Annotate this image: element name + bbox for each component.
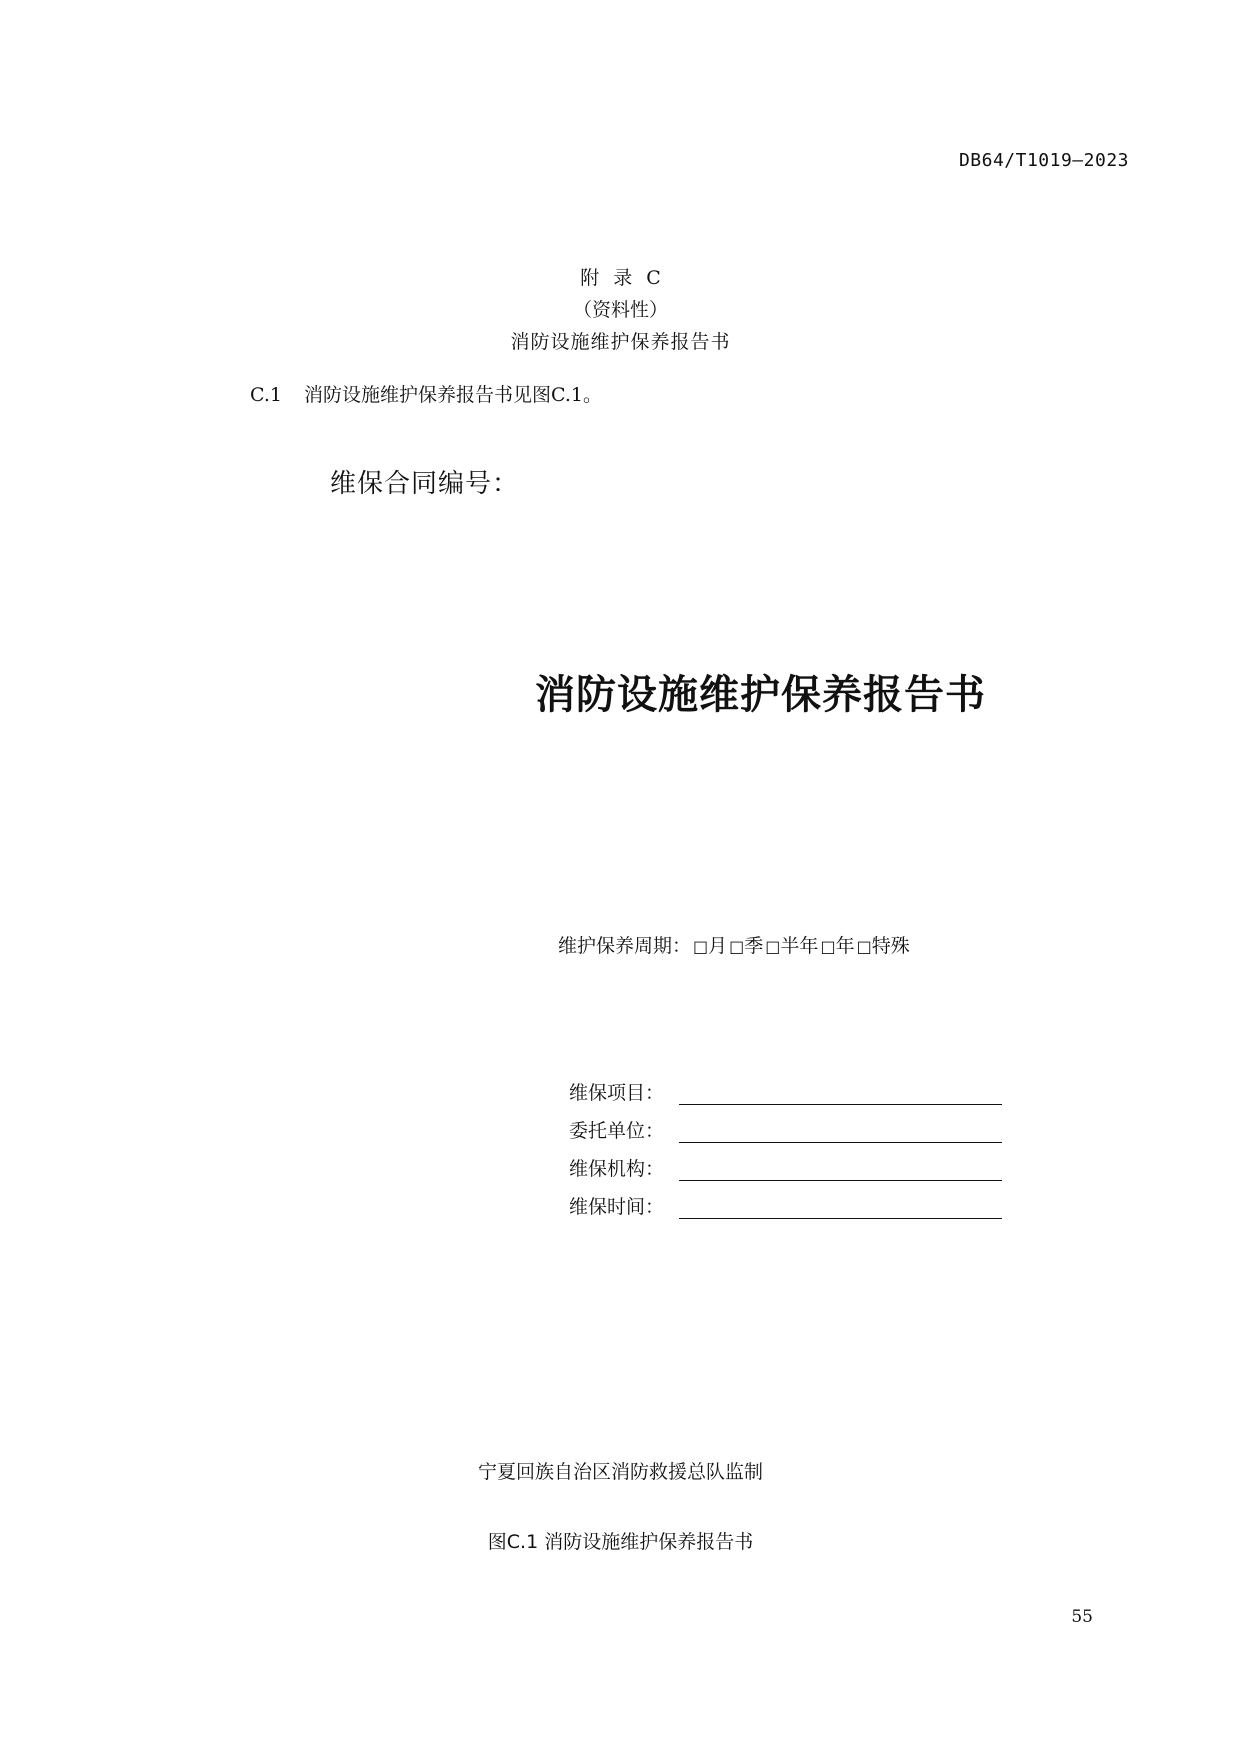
period-option-half-year[interactable]: □半年 xyxy=(765,935,819,957)
field-agency xyxy=(569,1154,1002,1181)
page-number: 55 xyxy=(1071,1607,1093,1627)
field-label: 维保项目： xyxy=(569,1082,665,1104)
issuer: 宁夏回族自治区消防救援总队监制 xyxy=(477,1461,763,1483)
field-project xyxy=(569,1078,1002,1105)
contract-number-label: 维保合同编号： xyxy=(330,469,520,499)
clause-number: C.1 xyxy=(250,384,282,406)
field-time xyxy=(569,1192,1002,1219)
figure-caption: 图C.1 消防设施维护保养报告书 xyxy=(487,1531,754,1553)
checkbox-icon[interactable]: □ xyxy=(765,937,781,956)
checkbox-icon[interactable]: □ xyxy=(856,937,872,956)
checkbox-icon[interactable]: □ xyxy=(693,937,709,956)
period-label: 维护保养周期： xyxy=(558,935,692,957)
field-label: 维保时间： xyxy=(569,1196,665,1218)
standard-code: DB64/T1019—2023 xyxy=(958,150,1129,171)
appendix-type: （资料性） xyxy=(572,299,668,321)
field-input-line[interactable] xyxy=(679,1120,1002,1143)
appendix-name: 消防设施维护保养报告书 xyxy=(510,331,731,353)
checkbox-icon[interactable]: □ xyxy=(820,937,836,956)
field-input-line[interactable] xyxy=(679,1158,1002,1181)
clause-text: 消防设施维护保养报告书见图C.1。 xyxy=(304,384,602,406)
appendix-title: 附录C xyxy=(580,267,675,289)
field-label: 委托单位： xyxy=(569,1120,665,1142)
period-option-month[interactable]: □月 xyxy=(693,935,728,957)
field-label: 维保机构： xyxy=(569,1158,665,1180)
cover-title: 消防设施维护保养报告书 xyxy=(535,671,986,718)
period-option-year[interactable]: □年 xyxy=(820,935,855,957)
field-client xyxy=(569,1116,1002,1143)
period-option-quarter[interactable]: □季 xyxy=(729,935,764,957)
maintenance-period xyxy=(558,931,910,958)
field-input-line[interactable] xyxy=(679,1196,1002,1219)
period-option-special[interactable]: □特殊 xyxy=(856,935,910,957)
clause-c1 xyxy=(250,380,602,407)
field-input-line[interactable] xyxy=(679,1082,1002,1105)
checkbox-icon[interactable]: □ xyxy=(729,937,745,956)
